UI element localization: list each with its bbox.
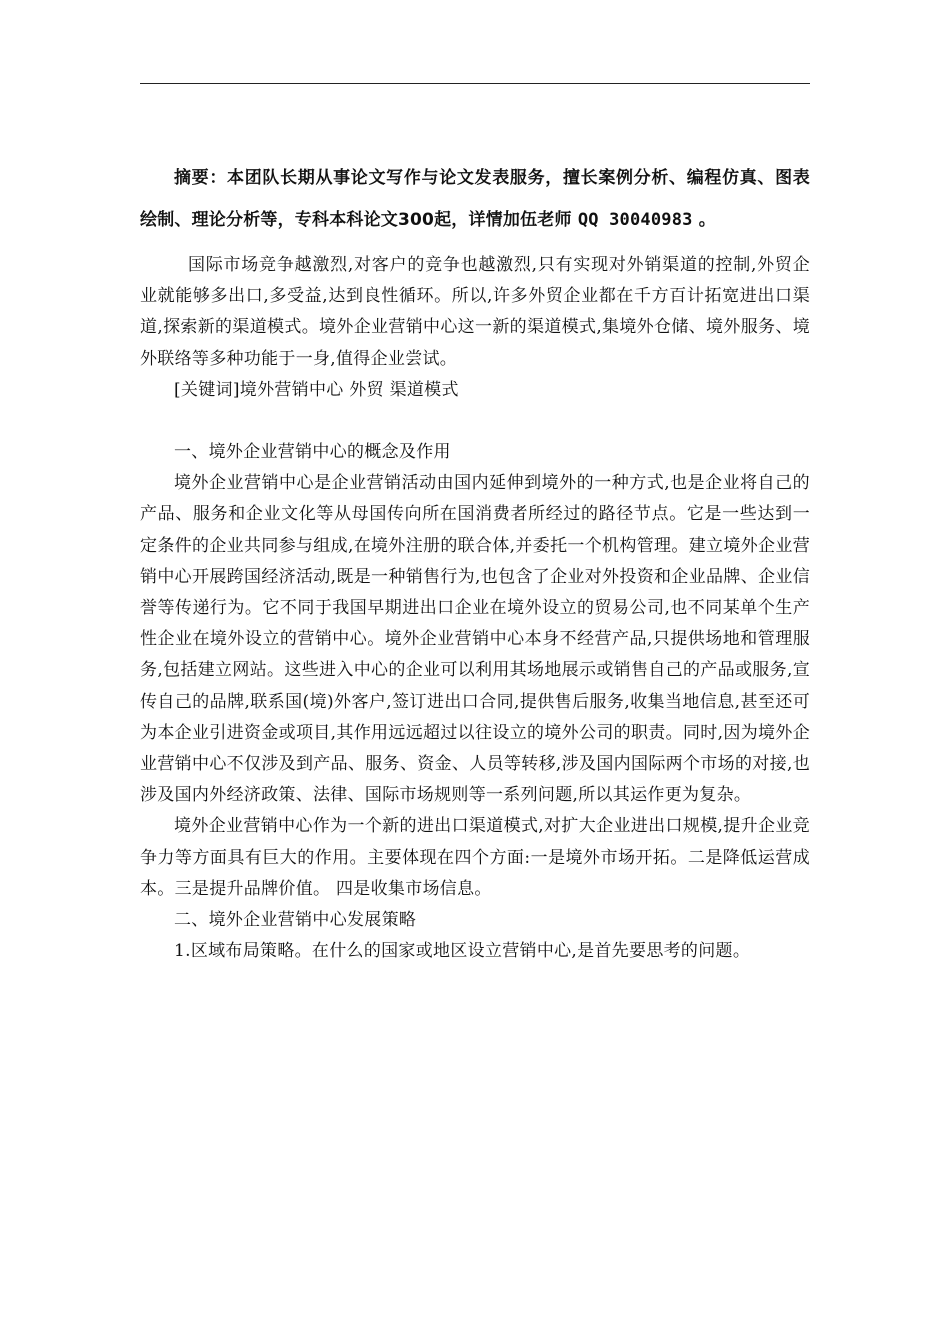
spacer: [140, 406, 810, 437]
document-body: [140, 157, 810, 967]
section-1-paragraph: 境外企业营销中心是企业营销活动由国内延伸到境外的一种方式,也是企业将自己的产品、服务和企业文化等从母国传向所在国消费者所经过的路径节点。它是一些达到一定条件的企业共同参与组成,在境外注册的联合体,并委托一个机构管理。建立境外企业营销中心开展跨国经济活动,既是一种销售行为,也包含了企业对外投资和企业品牌、企业信誉等传递行为。它不同于我国早期进出口企业在境外设立的贸易公司,也不同某单个生产性企业在境外设立的营销中心。境外企业营销中心本身不经营产品,只提供场地和管理服务,包括建立网站。这些进入中心的企业可以利用其场地展示或销售自己的产品或服务,宣传自己的品牌,联系国(境)外客户,签订进出口合同,提供售后服务,收集当地信息,甚至还可为本企业引进资金或项目,其作用远远超过以往设立的境外公司的职责。同时,因为境外企业营销中心不仅涉及到产品、服务、资金、人员等转移,涉及国内国际两个市场的对接,也涉及国内外经济政策、法律、国际市场规则等一系列问题,所以其运作更为复杂。: [140, 473, 810, 806]
section-2-paragraph: 1.区域布局策略。在什么的国家或地区设立营销中心,是首先要思考的问题。: [174, 941, 751, 962]
section-1-heading: 一、境外企业营销中心的概念及作用: [174, 442, 451, 463]
header-rule: [140, 83, 810, 84]
abstract-end: 。: [692, 210, 716, 230]
intro-paragraph: 国际市场竞争越激烈,对客户的竞争也越激烈,只有实现对外销渠道的控制,外贸企业就能够多出口,多受益,达到良性循环。所以,许多外贸企业都在千方百计拓宽进出口渠道,探索新的渠道模式。境外企业营销中心这一新的渠道模式,集境外仓储、境外服务、境外联络等多种功能于一身,值得企业尝试。: [140, 255, 810, 369]
section-1-paragraph: 境外企业营销中心作为一个新的进出口渠道模式,对扩大企业进出口规模,提升企业竞争力等方面具有巨大的作用。主要体现在四个方面:一是境外市场开拓。二是降低运营成本。三是提升品牌价值。 四是收集市场信息。: [140, 816, 810, 899]
section-2-heading: 二、境外企业营销中心发展策略: [174, 910, 417, 931]
abstract-qq: QQ 30040983: [577, 210, 693, 230]
abstract-text: 摘要：本团队长期从事论文写作与论文发表服务，擅长案例分析、编程仿真、图表绘制、理论分析等，专科本科论文300起，详情加伍老师: [140, 168, 810, 230]
abstract: [140, 157, 810, 241]
keywords: [关键词]境外营销中心 外贸 渠道模式: [174, 379, 459, 400]
